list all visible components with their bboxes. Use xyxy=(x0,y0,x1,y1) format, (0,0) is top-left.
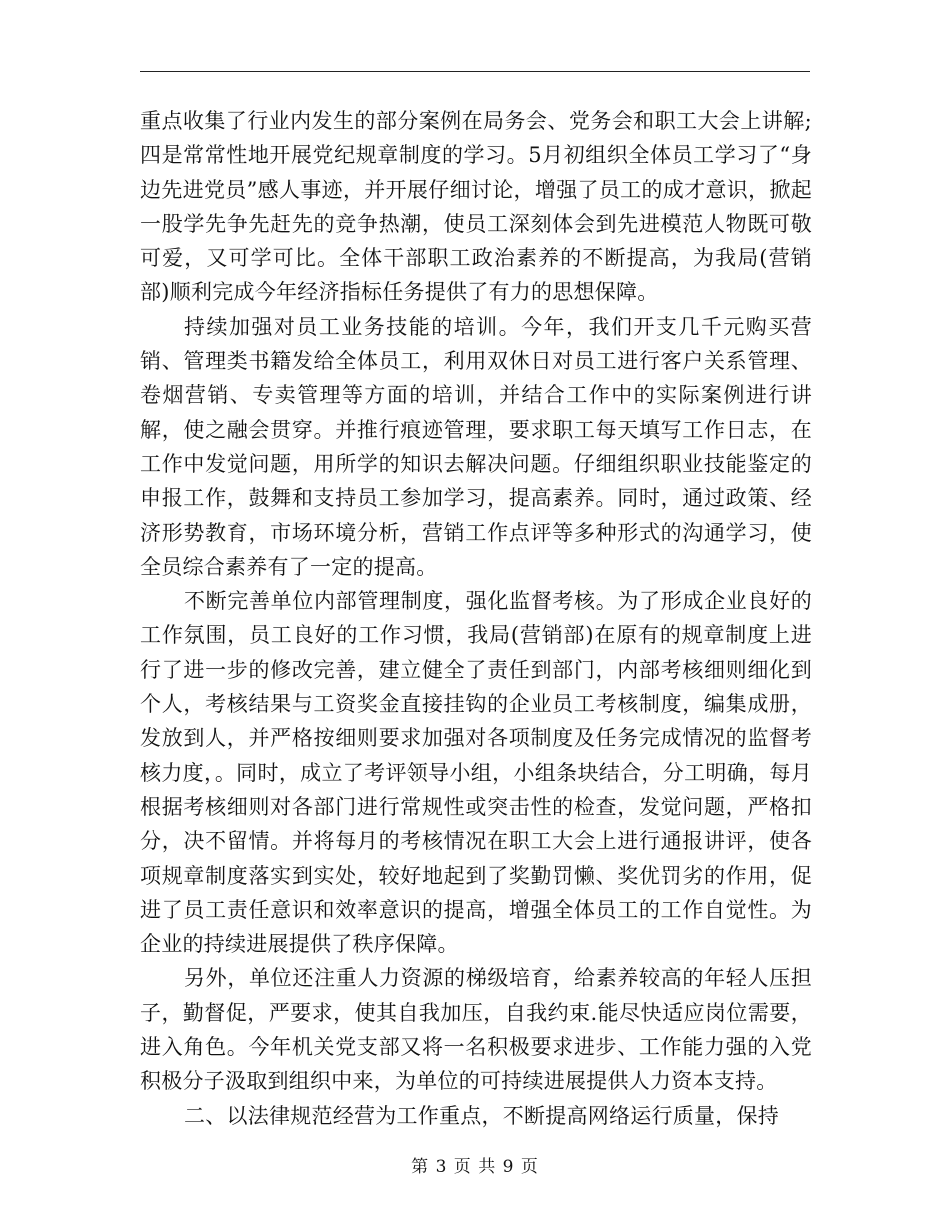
paragraph-continuation: 重点收集了行业内发生的部分案例在局务会、党务会和职工大会上讲解;四是常常性地开展党纪规章制度的学习。5月初组织全体员工学习了“身边先进党员”感人事迹，并开展仔细讨论，增强了员工的成才意识，掀起一股学先争先赶先的竞争热潮，使员工深刻体会到先进模范人物既可敬可爱，又可学可比。全体干部职工政治素养的不断提高，为我局(营销部)顺利完成今年经济指标任务提供了有力的思想保障。 xyxy=(140,109,812,305)
section-heading-two: 二、以法律规范经营为工作重点，不断提高网络运行质量，保持 xyxy=(184,1103,779,1128)
paragraph-management: 不断完善单位内部管理制度，强化监督考核。为了形成企业良好的工作氛围，员工良好的工作习惯，我局(营销部)在原有的规章制度上进行了进一步的修改完善，建立健全了责任到部门，内部考核细则细化到个人，考核结果与工资奖金直接挂钩的企业员工考核制度，编集成册，发放到人，并严格按细则要求加强对各项制度及任务完成情况的监督考核力度，。同时，成立了考评领导小组，小组条块结合，分工明确，每月根据考核细则对各部门进行常规性或突击性的检查，发觉问题，严格扣分，决不留情。并将每月的考核情况在职工大会上进行通报讲评，使各项规章制度落实到实处，较好地起到了奖勤罚懒、奖优罚劣的作用，促进了员工责任意识和效率意识的提高，增强全体员工的工作自觉性。为企业的持续进展提供了秩序保障。 xyxy=(140,589,812,957)
body-text xyxy=(140,104,812,1133)
header-rule xyxy=(140,71,810,72)
paragraph-human-resources: 另外，单位还注重人力资源的梯级培育，给素养较高的年轻人压担子，勤督促，严要求，使其自我加压，自我约束.能尽快适应岗位需要，进入角色。今年机关党支部又将一名积极要求进步、工作能力强的入党积极分子汲取到组织中来，为单位的可持续进展提供人力资本支持。 xyxy=(140,966,812,1094)
paragraph-training: 持续加强对员工业务技能的培训。今年，我们开支几千元购买营销、管理类书籍发给全体员工，利用双休日对员工进行客户关系管理、卷烟营销、专卖管理等方面的培训，并结合工作中的实际案例进行讲解，使之融会贯穿。并推行痕迹管理，要求职工每天填写工作日志，在工作中发觉问题，用所学的知识去解决问题。仔细组织职业技能鉴定的申报工作，鼓舞和支持员工参加学习，提高素养。同时，通过政策、经济形势教育，市场环境分析，营销工作点评等多种形式的沟通学习，使全员综合素养有了一定的提高。 xyxy=(140,314,812,579)
page-number-footer: 第 3 页 共 9 页 xyxy=(411,1157,539,1177)
